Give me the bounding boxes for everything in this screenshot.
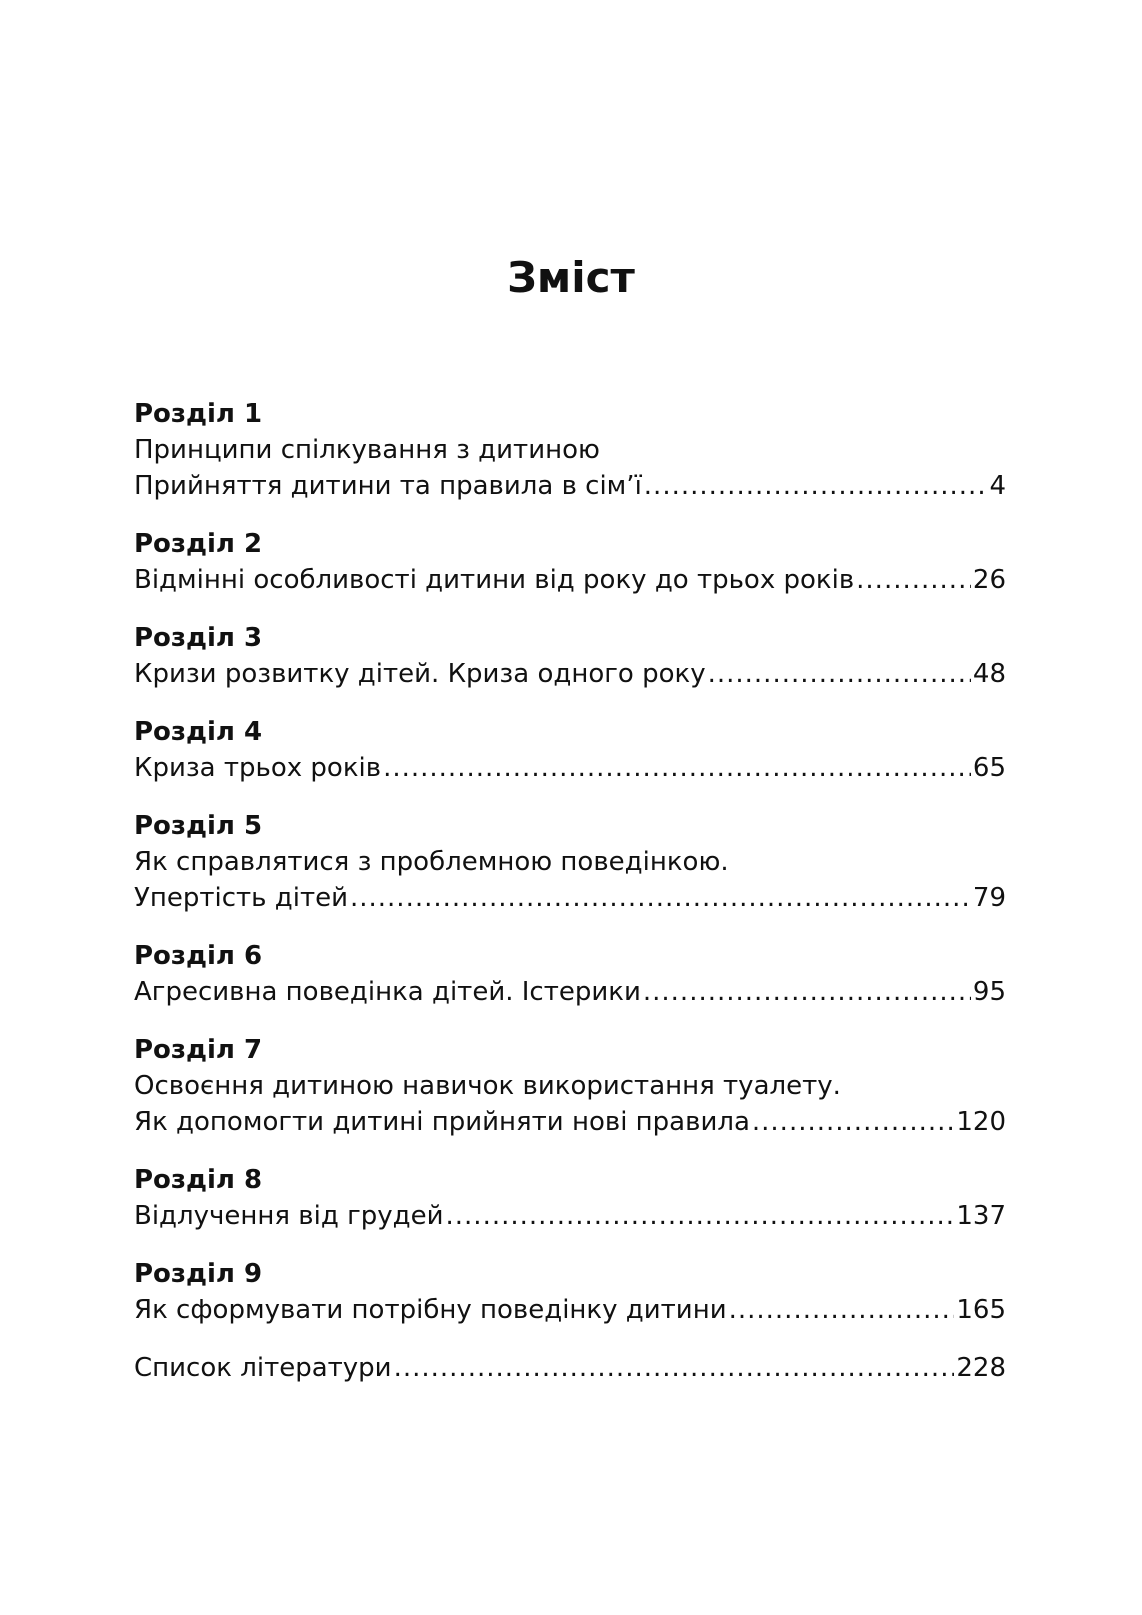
- entry-text: Упертість дітей: [134, 883, 348, 913]
- page-number: 26: [972, 565, 1006, 595]
- page-number: 4: [989, 471, 1006, 501]
- dot-leader: [643, 974, 971, 1010]
- section-heading: Розділ 1: [134, 399, 263, 429]
- page-number: 137: [956, 1201, 1006, 1231]
- dot-leader: [446, 1198, 955, 1234]
- toc-entry[interactable]: [134, 1198, 1006, 1234]
- section-heading: Розділ 5: [134, 811, 263, 841]
- dot-leader: [350, 880, 971, 916]
- entry-text: Освоєння дитиною навичок використання туалету.: [134, 1071, 841, 1101]
- toc-section-8: [134, 1162, 1006, 1234]
- toc-section-9: [134, 1256, 1006, 1328]
- dot-leader: [383, 750, 971, 786]
- page-number: 79: [972, 883, 1006, 913]
- dot-leader: [856, 562, 971, 598]
- page-number: 95: [972, 977, 1006, 1007]
- dot-leader: [708, 656, 971, 692]
- toc-entry[interactable]: [134, 1292, 1006, 1328]
- entry-text: Як сформувати потрібну поведінку дитини: [134, 1295, 727, 1325]
- section-heading: Розділ 3: [134, 623, 263, 653]
- section-heading: Розділ 4: [134, 717, 263, 747]
- toc-entry[interactable]: [134, 1350, 1006, 1386]
- toc-line: [134, 1068, 1006, 1104]
- entry-text: Як справлятися з проблемною поведінкою.: [134, 847, 729, 877]
- toc-section-1: [134, 396, 1006, 504]
- toc-section-5: [134, 808, 1006, 916]
- page-number: 48: [972, 659, 1006, 689]
- toc-line: [134, 844, 1006, 880]
- page-number: 65: [972, 753, 1006, 783]
- page-number: 228: [956, 1353, 1006, 1383]
- toc-entry[interactable]: [134, 468, 1006, 504]
- dot-leader: [752, 1104, 954, 1140]
- toc-line: [134, 432, 1006, 468]
- toc-entry[interactable]: [134, 750, 1006, 786]
- entry-text: Криза трьох років: [134, 753, 382, 783]
- entry-text: Агресивна поведінка дітей. Істерики: [134, 977, 641, 1007]
- toc-entry[interactable]: [134, 974, 1006, 1010]
- section-heading: Розділ 8: [134, 1165, 263, 1195]
- toc-section-4: [134, 714, 1006, 786]
- dot-leader: [394, 1350, 955, 1386]
- toc-section-3: [134, 620, 1006, 692]
- toc-bibliography: [134, 1350, 1006, 1386]
- table-of-contents: [134, 396, 1006, 1408]
- dot-leader: [644, 468, 988, 504]
- toc-entry[interactable]: [134, 880, 1006, 916]
- page-number: 165: [956, 1295, 1006, 1325]
- section-heading: Розділ 6: [134, 941, 263, 971]
- section-heading: Розділ 7: [134, 1035, 263, 1065]
- toc-section-7: [134, 1032, 1006, 1140]
- entry-text: Як допомогти дитині прийняти нові правила: [134, 1107, 750, 1137]
- entry-text: Принципи спілкування з дитиною: [134, 435, 600, 465]
- entry-text: Відмінні особливості дитини від року до трьох років: [134, 565, 855, 595]
- toc-section-6: [134, 938, 1006, 1010]
- dot-leader: [729, 1292, 955, 1328]
- entry-text: Відлучення від грудей: [134, 1201, 444, 1231]
- toc-section-2: [134, 526, 1006, 598]
- page-number: 120: [956, 1107, 1006, 1137]
- section-heading: Розділ 9: [134, 1259, 263, 1289]
- section-heading: Розділ 2: [134, 529, 263, 559]
- entry-text: Кризи розвитку дітей. Криза одного року: [134, 659, 706, 689]
- entry-text: Список літератури: [134, 1353, 392, 1383]
- entry-text: Прийняття дитини та правила в сім’ї: [134, 471, 642, 501]
- page-title: Зміст: [507, 253, 635, 302]
- toc-entry[interactable]: [134, 656, 1006, 692]
- toc-entry[interactable]: [134, 562, 1006, 598]
- toc-entry[interactable]: [134, 1104, 1006, 1140]
